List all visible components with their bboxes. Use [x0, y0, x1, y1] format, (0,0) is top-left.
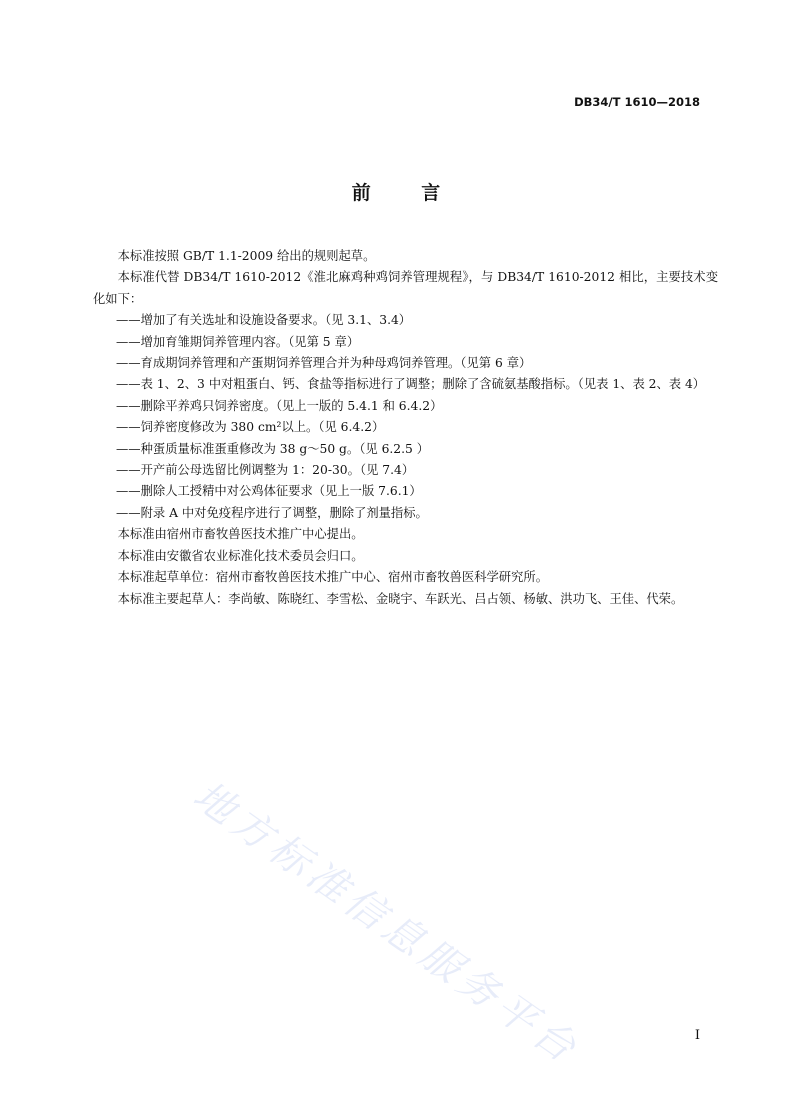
list-item: ——开产前公母选留比例调整为 1：20-30。（见 7.4）: [116, 463, 415, 478]
paragraph-proposer: 本标准由宿州市畜牧兽医技术推广中心提出。: [117, 527, 364, 542]
changes-list: [93, 310, 718, 524]
paragraph-administrator: 本标准由安徽省农业标准化技术委员会归口。: [117, 548, 364, 563]
document-body: [93, 246, 718, 610]
list-item: ——育成期饲养管理和产蛋期饲养管理合并为种母鸡饲养管理。（见第 6 章）: [116, 356, 532, 371]
paragraph-drafting-units: 本标准起草单位：宿州市畜牧兽医技术推广中心、宿州市畜牧兽医科学研究所。: [117, 570, 548, 585]
list-item: ——种蛋质量标准蛋重修改为 38 g～50 g。（见 6.2.5 ）: [116, 441, 430, 456]
page-number: I: [694, 1028, 700, 1043]
paragraph-replacement: 本标准代替 DB34/T 1610-2012《淮北麻鸡种鸡饲养管理规程》，与 DB34/T 1610-2012 相比，主要技术变化如下：: [93, 270, 718, 306]
watermark: 地方标准信息服务平台: [184, 772, 588, 1075]
list-item: ——增加育雏期饲养管理内容。（见第 5 章）: [116, 334, 360, 349]
list-item: ——增加了有关选址和设施设备要求。（见 3.1、3.4）: [116, 313, 412, 328]
list-item: ——饲养密度修改为 380 cm²以上。（见 6.4.2）: [116, 420, 385, 435]
paragraph-drafting-rule: 本标准按照 GB/T 1.1-2009 给出的规则起草。: [117, 249, 376, 263]
document-code: DB34/T 1610—2018: [574, 95, 700, 109]
list-item: ——表 1、2、3 中对粗蛋白、钙、食盐等指标进行了调整；删除了含硫氨基酸指标。（见表 1、表 2、表 4）: [116, 377, 706, 392]
list-item: ——删除平养鸡只饲养密度。（见上一版的 5.4.1 和 6.4.2）: [116, 398, 443, 413]
page-title: 前 言: [351, 182, 463, 204]
paragraph-drafters: 本标准主要起草人：李尚敏、陈晓红、李雪松、金晓宇、车跃光、吕占领、杨敏、洪功飞、王佳、代荣。: [117, 591, 684, 606]
list-item: ——附录 A 中对免疫程序进行了调整，删除了剂量指标。: [116, 505, 428, 520]
list-item: ——删除人工授精中对公鸡体征要求（见上一版 7.6.1）: [116, 484, 422, 499]
